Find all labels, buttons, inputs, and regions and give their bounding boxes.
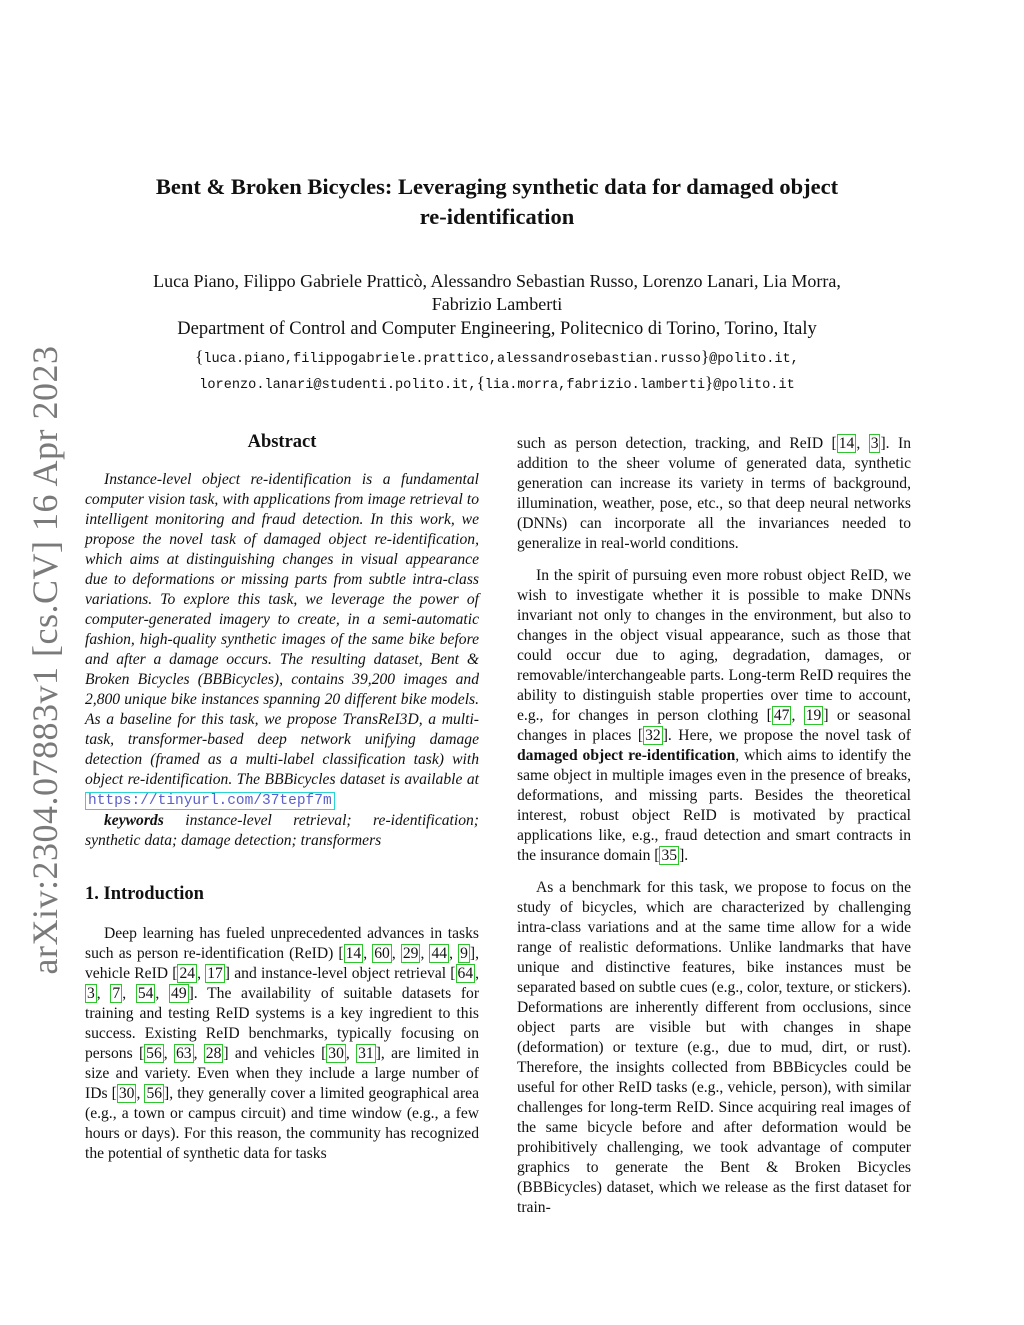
authors-line-1: Luca Piano, Filippo Gabriele Pratticò, Alessandro Sebastian Russo, Lorenzo Lanari, Lia Morra,	[153, 271, 841, 291]
citation-link[interactable]: 32	[645, 727, 661, 744]
citation-link[interactable]: 54	[137, 985, 154, 1002]
citation-link[interactable]: 35	[661, 847, 678, 864]
citation-link[interactable]: 49	[171, 985, 187, 1002]
intro-paragraph-2: such as person detection, tracking, and ReID [ 14 , 3 ]. In addition to the sheer volume of generated data, synthetic generation can increase its variety in terms of background, illumination, weather, pose, etc., so that deep neural networks (DNNs) can incorporate all the invariances needed to generalize in real-world conditions.	[517, 435, 912, 552]
arxiv-sidebar	[20, 345, 70, 975]
authors-line-2: Fabrizio Lamberti	[431, 294, 563, 314]
citation-link[interactable]: 24	[179, 965, 196, 982]
author-list	[90, 270, 904, 316]
left-column	[85, 432, 479, 1164]
citation-link[interactable]: 7	[112, 985, 121, 1002]
citation-link[interactable]: 29	[402, 945, 419, 962]
citation-link[interactable]: 19	[805, 707, 822, 724]
citation-link[interactable]: 63	[175, 1045, 192, 1062]
title-line-2: re-identification	[419, 204, 575, 229]
affiliation: Department of Control and Computer Engineering, Politecnico di Torino, Torino, Italy	[177, 319, 817, 339]
citation-link[interactable]: 28	[205, 1045, 222, 1062]
citation-link[interactable]: 56	[146, 1085, 163, 1102]
citation-link[interactable]: 14	[345, 945, 362, 962]
citation-link[interactable]: 3	[870, 435, 879, 452]
citation-link[interactable]: 64	[457, 965, 474, 982]
brace-open: {	[476, 373, 485, 392]
author-emails	[90, 345, 904, 397]
citation-link[interactable]: 9	[460, 945, 468, 962]
citation-link[interactable]: 47	[773, 707, 790, 724]
citation-link[interactable]: 17	[207, 965, 223, 982]
keywords-label: keywords	[104, 812, 164, 829]
paper-title	[90, 172, 904, 232]
arxiv-identifier: arXiv:2304.07883v1 [cs.CV] 16 Apr 2023	[25, 345, 65, 975]
intro-paragraph-1: Deep learning has fueled unprecedented advances in tasks such as person re-identification (ReID) [ 14 , 60 , 29 , 44 , 9 ], vehicle ReID [ 24 , 17 ] and instance-level object retrieval [ 64 , 3 , 7 , 54 , 49 ]. The availability of suitable datasets for training and testing ReID systems is a key ingredient to this success. Existing ReID benchmarks, typically focusing on persons [ 56 , 63 , 28 ] and vehicles [ 30 , 31 ], are limited in size and variety. Even when they include a large number of IDs [ 30 , 56 ], they generally cover a limited geographical area (e.g., a town or campus circuit) and time window (e.g., a few hours or days). For this reason, the community has recognized the potential of synthetic data for tasks	[85, 925, 480, 1162]
dataset-link[interactable]: https://tinyurl.com/37tepf7m	[85, 792, 335, 810]
citation-link[interactable]: 3	[87, 985, 95, 1002]
email-group-2: lia.morra,fabrizio.lamberti	[484, 378, 706, 393]
email-line-1	[90, 345, 904, 371]
citation-link[interactable]: 30	[328, 1045, 344, 1062]
right-column	[517, 434, 911, 1218]
title-line-1: Bent & Broken Bicycles: Leveraging synthetic data for damaged object	[155, 174, 839, 199]
abstract-heading: Abstract	[247, 432, 317, 452]
section-heading-introduction: 1. Introduction	[85, 884, 204, 904]
brace-close: }	[705, 373, 714, 392]
citation-link[interactable]: 44	[431, 945, 448, 962]
keywords	[85, 811, 479, 851]
emphasis-task-name: damaged object re-identification	[517, 747, 736, 764]
email-single: lorenzo.lanari@studenti.polito.it,	[199, 378, 477, 393]
citation-link[interactable]: 30	[118, 1085, 135, 1102]
email-group-1: luca.piano,filippogabriele.prattico,alessandrosebastian.russo	[203, 352, 701, 367]
email-domain-2: @polito.it	[713, 378, 795, 393]
brace-open: {	[195, 347, 204, 366]
brace-close: }	[700, 347, 710, 366]
intro-paragraph-3: In the spirit of pursuing even more robust object ReID, we wish to investigate whether it is possible to make DNNs invariant not only to changes in the environment, but also to changes in the object visual appearance, such as those that could occur due to aging, degradation, damages, or removable/interchangeable parts. Long-term ReID requires the ability to distinguish stable properties over time to account, e.g., for changes in person clothing [ 47 , 19 ] or seasonal changes in places [ 32 ]. Here, we propose the novel task of damaged object re-identification, which aims to identify the same object in multiple images even in the presence of breaks, deformations, and missing parts. Besides the theoretical interest, robust object ReID is motivated by practical applications like, e.g., fraud detection and smart contracts in the insurance domain [ 35 ].	[517, 567, 912, 864]
citation-link[interactable]: 56	[146, 1045, 162, 1062]
citation-link[interactable]: 31	[358, 1045, 374, 1062]
email-line-2	[90, 371, 904, 397]
citation-link[interactable]: 60	[374, 945, 390, 962]
keywords-list: instance-level retrieval; re-identification; synthetic data; damage detection; transformers	[85, 812, 479, 849]
citation-link[interactable]: 14	[838, 435, 855, 452]
intro-paragraph-4: As a benchmark for this task, we propose to focus on the study of bicycles, which are characterized by challenging intra-class variations and at the same time allow for a wide range of realistic deformations. Unlike landmarks that have unique and distinctive features, bike instances must be separated based on subtle cues (e.g., color, texture, or stickers). Deformations are inherently different from occlusions, since object parts are visible but with changes in shape (deformation) or texture (e.g., due to mud, dirt, or rust). Therefore, the insights collected from BBBicycles could be useful for other ReID tasks (e.g., vehicle, person), with similar challenges for long-term ReID. Since acquiring real images of the same bicycle before and after deformation would be prohibitively challenging, we took advantage of computer graphics to generate the Bent & Broken Bicycles (BBBicycles) dataset, which we release as the first dataset for train-	[517, 879, 911, 1216]
abstract-text: Instance-level object re-identification is a fundamental computer vision task, with applications from image retrieval to intelligent monitoring and fraud detection. In this work, we propose the novel task of damaged object re-identification, which aims at distinguishing changes in visual appearance due to deformations or missing parts from subtle intra-class variations. To explore this task, we leverage the power of computer-generated imagery to create, in a semi-automatic fashion, high-quality synthetic images of the same bike before and after a damage occurs. The resulting dataset, Bent & Broken Bicycles (BBBicycles), contains 39,200 images and 2,800 unique bike instances spanning 20 different bike models. As a baseline for this task, we propose TransReI3D, a multi-task, transformer-based deep network unifying damage detection (framed as a multi-label classification task) with object re-identification. The BBBicycles dataset is available at https://tinyurl.com/37tepf7m	[85, 471, 479, 809]
email-domain-1: @polito.it,	[709, 352, 799, 367]
